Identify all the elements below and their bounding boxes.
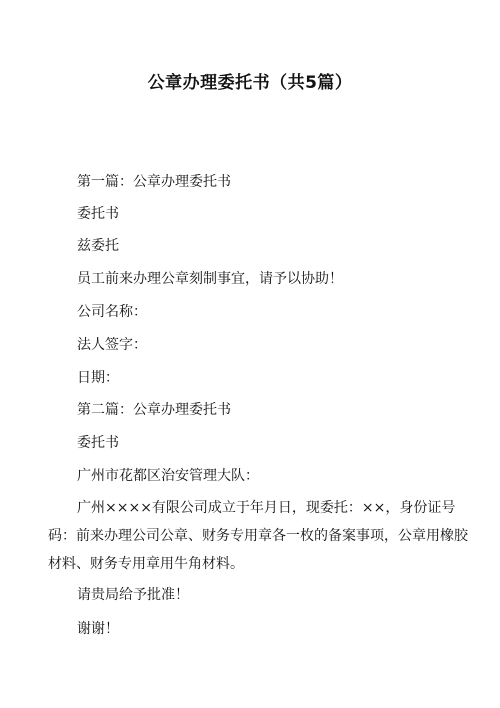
section-heading-1: 第一篇：公章办理委托书 — [77, 174, 231, 190]
text-line: 员工前来办理公章刻制事宜，请予以协助！ — [77, 271, 343, 287]
legal-rep-signature-field: 法人签字： — [77, 337, 147, 353]
letter-heading: 委托书 — [77, 206, 119, 222]
body-paragraph — [48, 494, 468, 578]
letter-heading: 委托书 — [77, 435, 119, 451]
paragraph-row: 广州××××有限公司成立于年月日，现委托：××，身份证号 — [77, 500, 456, 516]
document-title: 公章办理委托书（共5篇） — [147, 73, 353, 93]
addressee-line: 广州市花都区治安管理大队： — [77, 468, 259, 484]
company-name-field: 公司名称： — [77, 304, 147, 320]
paragraph-row: 材料、财务专用章用牛角材料。 — [48, 556, 244, 572]
closing-line: 谢谢！ — [77, 621, 119, 637]
paragraph-row: 码：前来办理公司公章、财务专用章各一枚的备案事项，公章用橡胶 — [48, 528, 468, 544]
closing-line: 请贵局给予批准！ — [77, 587, 189, 603]
text-line: 兹委托 — [77, 238, 119, 254]
section-heading-2: 第二篇：公章办理委托书 — [77, 402, 231, 418]
date-field: 日期： — [77, 370, 119, 386]
